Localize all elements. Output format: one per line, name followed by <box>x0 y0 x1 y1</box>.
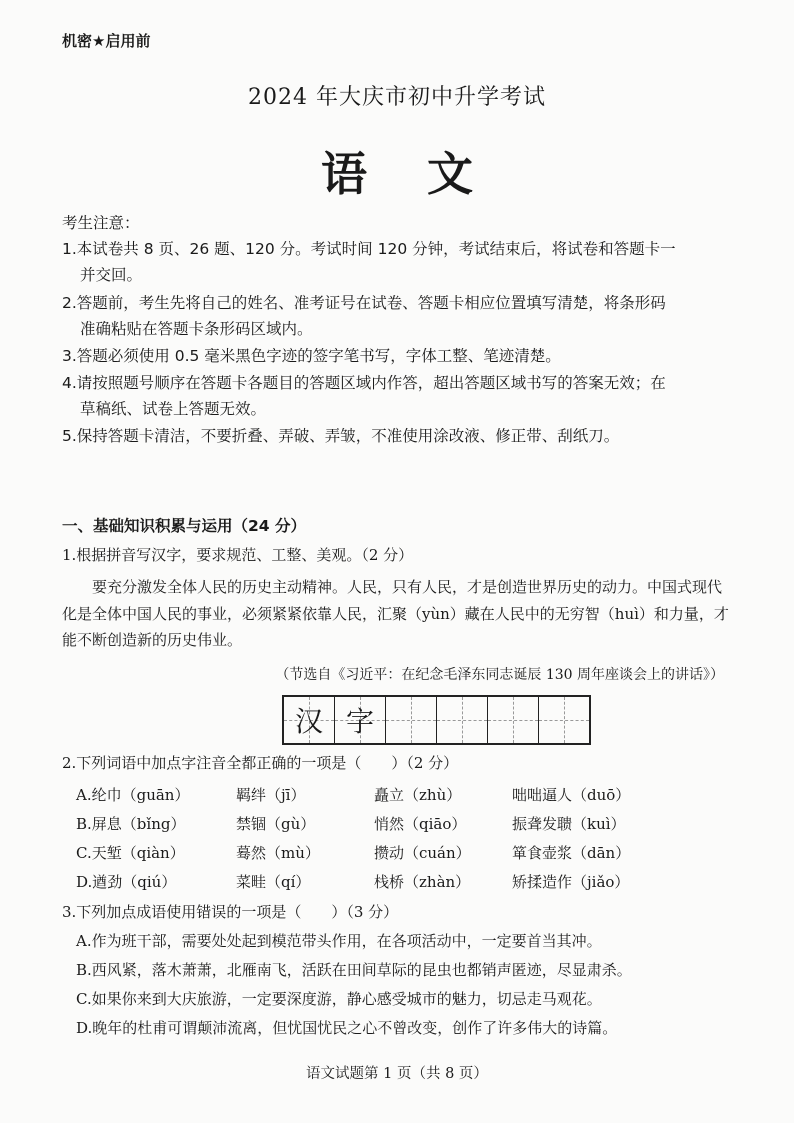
question-2-prompt: 2.下列词语中加点字注音全都正确的一项是（ ）（2 分） <box>62 754 459 772</box>
notice-item-4: 4.请按照题号顺序在答题卡各题目的答题区域内作答，超出答题区域书写的答案无效；在 <box>62 374 666 392</box>
q2-option[interactable]: C.天堑（qiàn） <box>76 844 185 862</box>
q2-word: 矗立（zhù） <box>374 786 462 804</box>
q2-option[interactable]: D.遒劲（qiú） <box>76 873 177 891</box>
q2-word: 禁锢（gù） <box>236 815 316 833</box>
q3-option-d[interactable]: D.晚年的杜甫可谓颠沛流离，但忧国忧民之心不曾改变，创作了许多伟大的诗篇。 <box>76 1019 618 1037</box>
subject-title: 语文 <box>321 147 533 201</box>
q2-word: 振聋发聩（kuì） <box>512 815 626 833</box>
notice-item-2: 2.答题前，考生先将自己的姓名、准考证号在试卷、答题卡相应位置填写清楚，将条形码 <box>62 294 666 312</box>
q2-word: 矫揉造作（jiǎo） <box>512 873 630 891</box>
page-footer: 语文试题第 1 页（共 8 页） <box>306 1066 488 1082</box>
q2-word: 攒动（cuán） <box>374 844 471 862</box>
q2-word: 菜畦（qí） <box>236 873 311 891</box>
notice-title: 考生注意： <box>62 214 140 232</box>
grid-cell[interactable] <box>488 697 539 743</box>
section-title: 一、基础知识积累与运用（24 分） <box>62 517 306 535</box>
grid-cell[interactable] <box>386 697 437 743</box>
confidential-label: 机密★启用前 <box>62 32 151 50</box>
q3-option-a[interactable]: A.作为班干部，需要处处起到模范带头作用，在各项活动中，一定要首当其冲。 <box>76 932 602 950</box>
question-1-source: （节选自《习近平：在纪念毛泽东同志诞辰 130 周年座谈会上的讲话》） <box>275 667 724 683</box>
notice-item-2-cont: 准确粘贴在答题卡条形码区域内。 <box>80 320 313 338</box>
q3-option-b[interactable]: B.西风紧，落木萧萧，北雁南飞，活跃在田间草际的昆虫也都销声匿迹，尽显肃杀。 <box>76 961 632 979</box>
question-3-prompt: 3.下列加点成语使用错误的一项是（ ）（3 分） <box>62 903 399 921</box>
grid-cell[interactable]: 字 <box>335 697 386 743</box>
question-1-passage: 要充分激发全体人民的历史主动精神。人民，只有人民，才是创造世界历史的动力。中国式现代化是全体中国人民的事业，必须紧紧依靠人民，汇聚（yùn）藏在人民中的无穷智（huì）和力量，才能不断创造新的历史伟业。 <box>62 578 729 649</box>
question-1-prompt: 1.根据拼音写汉字，要求规范、工整、美观。（2 分） <box>62 546 414 564</box>
notice-item-1-cont: 并交回。 <box>80 266 143 284</box>
grid-cell[interactable] <box>539 697 589 743</box>
q2-word: 箪食壶浆（dān） <box>512 844 631 862</box>
grid-cell[interactable]: 汉 <box>284 697 335 743</box>
q2-option[interactable]: A.纶巾（guān） <box>76 786 190 804</box>
q2-word: 蓦然（mù） <box>236 844 320 862</box>
notice-item-5: 5.保持答题卡清洁，不要折叠、弄破、弄皱，不准使用涂改液、修正带、刮纸刀。 <box>62 427 620 445</box>
hanzi-writing-grid[interactable] <box>282 695 591 745</box>
grid-cell[interactable] <box>437 697 488 743</box>
notice-item-1: 1.本试卷共 8 页、26 题、120 分。考试时间 120 分钟，考试结束后，将试卷和答题卡一 <box>62 240 676 258</box>
q2-word: 悄然（qiāo） <box>374 815 467 833</box>
q2-option[interactable]: B.屏息（bǐng） <box>76 815 186 833</box>
q2-word: 羁绊（jī） <box>236 786 306 804</box>
q2-word: 栈桥（zhàn） <box>374 873 471 891</box>
q2-word: 咄咄逼人（duō） <box>512 786 631 804</box>
notice-item-3: 3.答题必须使用 0.5 毫米黑色字迹的签字笔书写，字体工整、笔迹清楚。 <box>62 347 561 365</box>
exam-title: 2024 年大庆市初中升学考试 <box>248 85 546 110</box>
q3-option-c[interactable]: C.如果你来到大庆旅游，一定要深度游，静心感受城市的魅力，切忌走马观花。 <box>76 990 602 1008</box>
notice-item-4-cont: 草稿纸、试卷上答题无效。 <box>80 400 267 418</box>
